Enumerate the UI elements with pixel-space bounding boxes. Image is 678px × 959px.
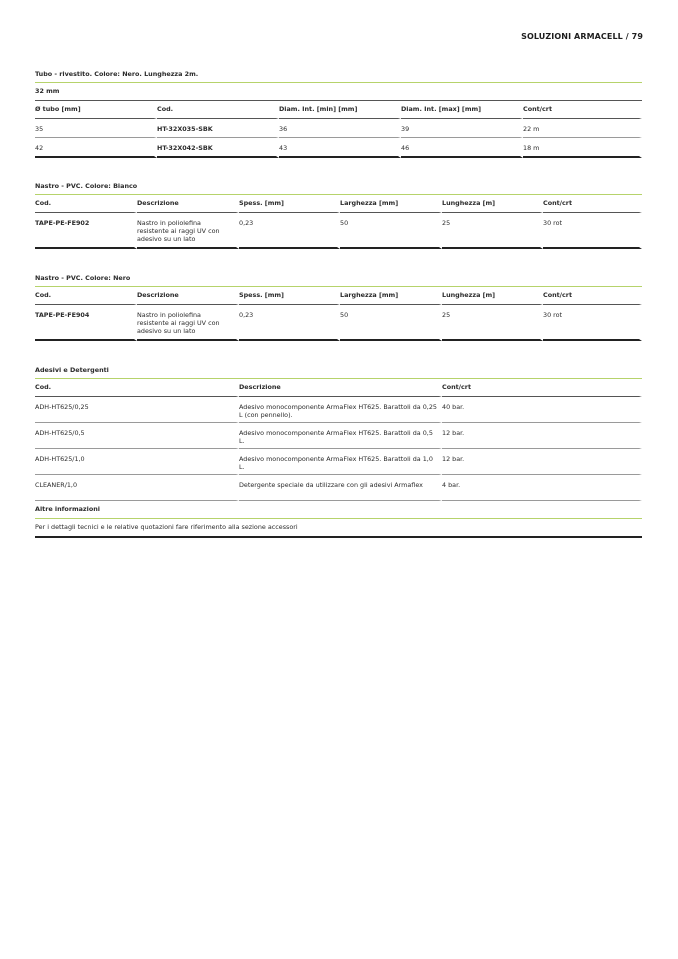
table-row (35, 397, 642, 423)
tubo-table (35, 101, 642, 158)
table-header-row (35, 287, 642, 305)
nastro-bianco-title: Nastro - PVC. Colore: Bianco (35, 182, 642, 195)
nastro-bianco-section (35, 182, 642, 249)
column-header: Cod. (35, 379, 239, 397)
tubo-size: 32 mm (35, 83, 642, 101)
table-cell: 42 (35, 138, 157, 158)
table-cell: Adesivo monocomponente ArmaFlex HT625. Barattoli da 0,25 L (con pennello). (239, 397, 442, 423)
table-cell: 35 (35, 119, 157, 138)
table-cell: 39 (401, 119, 523, 138)
table-cell: TAPE-PE-FE902 (35, 213, 137, 249)
table-row (35, 423, 642, 449)
table-cell: 22 m (523, 119, 642, 138)
column-header: Cod. (35, 195, 137, 213)
table-cell: 12 bar. (442, 449, 642, 475)
altre-informazioni-title: Altre informazioni (35, 501, 642, 519)
tubo-section (35, 70, 642, 158)
table-cell: 25 (442, 213, 543, 249)
table-cell: Adesivo monocomponente ArmaFlex HT625. Barattoli da 1,0 L. (239, 449, 442, 475)
table-header-row (35, 195, 642, 213)
column-header: Cod. (157, 101, 279, 119)
table-cell: Adesivo monocomponente ArmaFlex HT625. Barattoli da 0,5 L. (239, 423, 442, 449)
table-cell: TAPE-PE-FE904 (35, 305, 137, 341)
tubo-title: Tubo - rivestito. Colore: Nero. Lunghezza 2m. (35, 70, 642, 83)
nastro-bianco-table (35, 195, 642, 249)
table-cell: HT-32X035-SBK (157, 119, 279, 138)
table-row (35, 449, 642, 475)
table-cell: 50 (340, 213, 442, 249)
column-header: Descrizione (239, 379, 442, 397)
column-header: Cont/crt (523, 101, 642, 119)
column-header: Lunghezza [m] (442, 287, 543, 305)
table-row (35, 305, 642, 341)
column-header: Cont/crt (543, 195, 642, 213)
column-header: Larghezza [mm] (340, 287, 442, 305)
table-cell: ADH-HT625/1,0 (35, 449, 239, 475)
table-cell: 25 (442, 305, 543, 341)
table-cell: 12 bar. (442, 423, 642, 449)
nastro-nero-title: Nastro - PVC. Colore: Nero (35, 274, 642, 287)
table-row (35, 475, 642, 501)
column-header: Ø tubo [mm] (35, 101, 157, 119)
table-header-row (35, 101, 642, 119)
table-cell: 4 bar. (442, 475, 642, 501)
table-cell: 50 (340, 305, 442, 341)
table-cell: 43 (279, 138, 401, 158)
table-row (35, 213, 642, 249)
column-header: Larghezza [mm] (340, 195, 442, 213)
adesivi-section (35, 366, 642, 538)
column-header: Cod. (35, 287, 137, 305)
column-header: Cont/crt (442, 379, 642, 397)
nastro-nero-section (35, 274, 642, 341)
table-cell: CLEANER/1,0 (35, 475, 239, 501)
table-header-row (35, 379, 642, 397)
table-cell: 0,23 (239, 305, 340, 341)
table-row (35, 138, 642, 158)
column-header: Descrizione (137, 195, 239, 213)
adesivi-title: Adesivi e Detergenti (35, 366, 642, 379)
column-header: Diam. Int. [min] [mm] (279, 101, 401, 119)
page-header: SOLUZIONI ARMACELL / 79 (521, 32, 643, 41)
table-cell: Detergente speciale da utilizzare con gli adesivi Armaflex (239, 475, 442, 501)
nastro-nero-table (35, 287, 642, 341)
table-cell: 0,23 (239, 213, 340, 249)
altre-informazioni-text: Per i dettagli tecnici e le relative quotazioni fare riferimento alla sezione accessori (35, 519, 642, 538)
table-cell: 30 rot (543, 213, 642, 249)
table-cell: 40 bar. (442, 397, 642, 423)
column-header: Diam. Int. [max] [mm] (401, 101, 523, 119)
table-cell: 18 m (523, 138, 642, 158)
column-header: Lunghezza [m] (442, 195, 543, 213)
table-row (35, 119, 642, 138)
column-header: Spess. [mm] (239, 195, 340, 213)
table-cell: HT-32X042-SBK (157, 138, 279, 158)
column-header: Descrizione (137, 287, 239, 305)
table-cell: 30 rot (543, 305, 642, 341)
adesivi-table (35, 379, 642, 501)
table-cell: 36 (279, 119, 401, 138)
table-cell: ADH-HT625/0,25 (35, 397, 239, 423)
table-cell: Nastro in poliolefina resistente ai raggi UV con adesivo su un lato (137, 213, 239, 249)
column-header: Cont/crt (543, 287, 642, 305)
table-cell: Nastro in poliolefina resistente ai raggi UV con adesivo su un lato (137, 305, 239, 341)
table-cell: 46 (401, 138, 523, 158)
column-header: Spess. [mm] (239, 287, 340, 305)
table-cell: ADH-HT625/0,5 (35, 423, 239, 449)
